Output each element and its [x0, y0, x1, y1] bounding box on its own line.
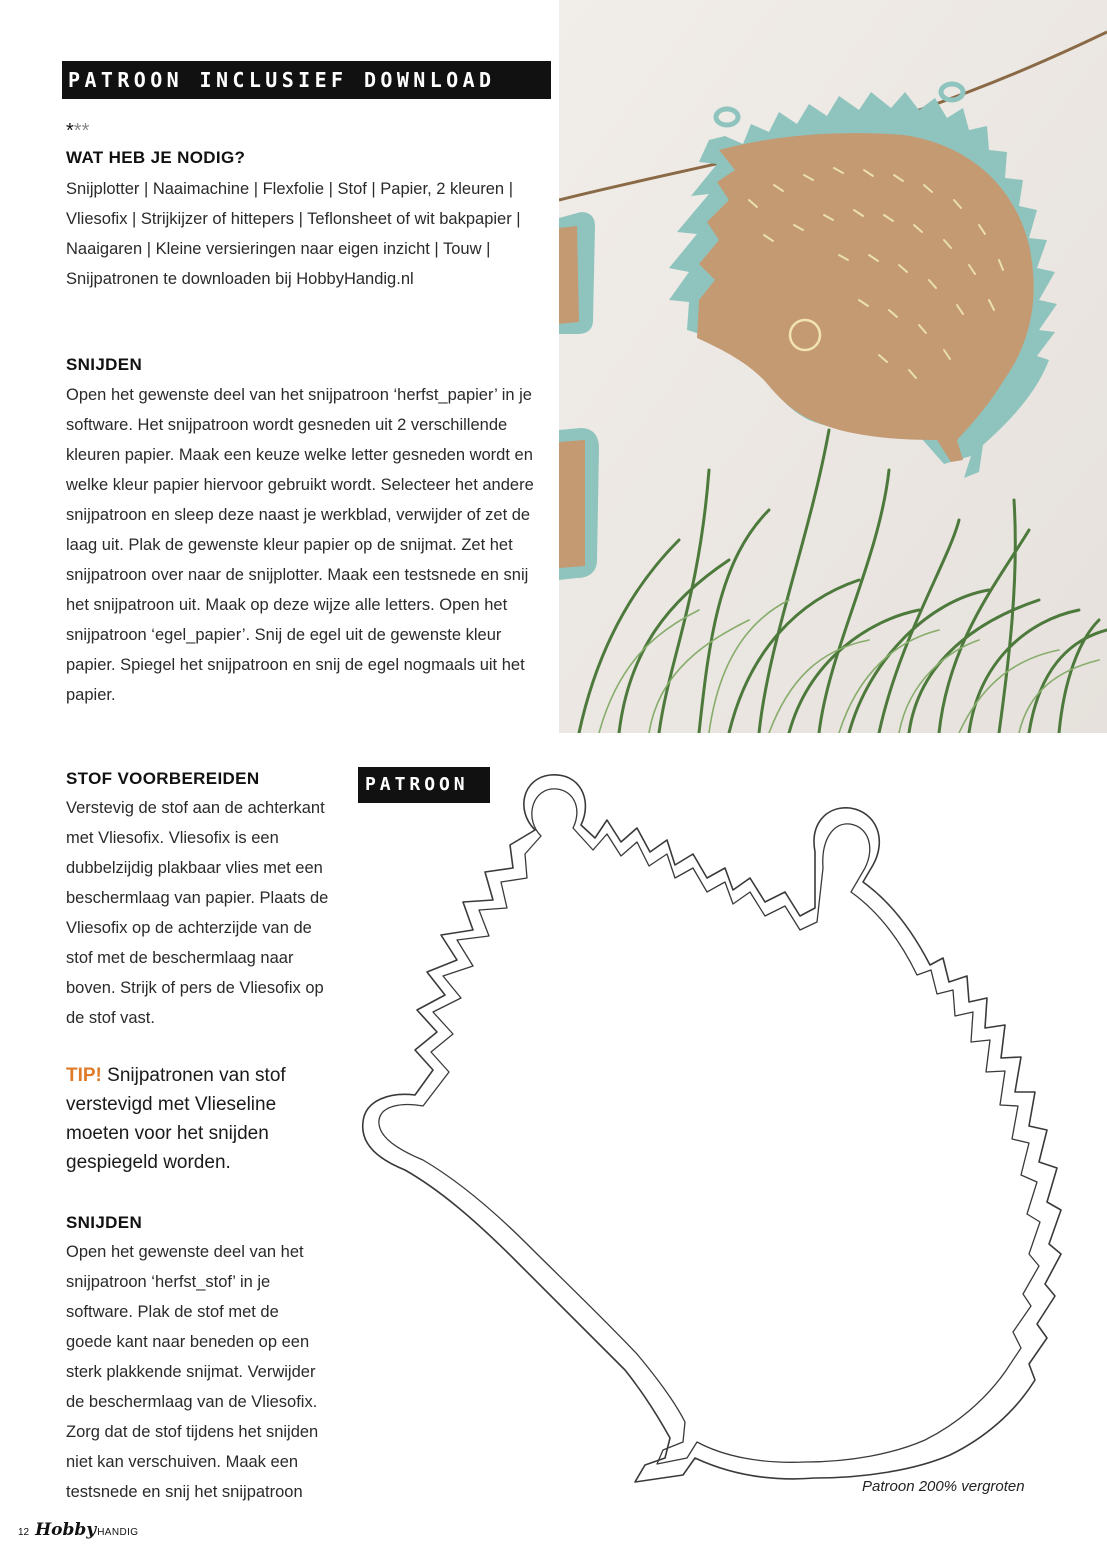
- cut-paper-heading: SNIJDEN: [66, 355, 143, 374]
- brand-logo: Hobby: [35, 1520, 97, 1540]
- fabric-prep-heading: STOF VOORBEREIDEN: [66, 769, 260, 788]
- pattern-caption: Patroon 200% vergroten: [862, 1478, 1025, 1495]
- tip-text: Snijpatronen van stof verstevigd met Vlieseline moeten voor het snijden gespiegeld worden.: [66, 1065, 286, 1173]
- difficulty-rating: [66, 120, 89, 143]
- needs-heading: WAT HEB JE NODIG?: [66, 148, 246, 167]
- cut-paper-text: Open het gewenste deel van het snijpatroon ‘herfst_papier’ in je software. Het snijpatroon wordt gesneden uit 2 verschillende kleuren papier. Maak een keuze welke letter gesneden wordt en welke kleur papier hiervoor gebruikt wordt. Selecteer het andere snijpatroon en sleep deze naast je werkblad, verwijder of zet de laag uit. Plak de gewenste kleur papier op de snijmat. Zet het snijpatroon over naar de snijplotter. Maak een testsnede en snij het snijpatroon uit. Maak op deze wijze alle letters. Open het snijpatroon ‘egel_papier’. Snij de egel uit de gewenste kleur papier. Spiegel het snijpatroon en snij de egel nogmaals uit het papier.: [66, 386, 534, 704]
- tip-label: TIP!: [66, 1065, 102, 1086]
- cut-fabric-text: Open het gewenste deel van het snijpatroon ‘herfst_stof’ in je software. Plak de stof met de goede kant naar beneden op een sterk plakkende snijmat. Verwijder de beschermlaag van de Vliesofix. Zorg dat de stof tijdens het snijden niet kan verschuiven. Maak een testsnede en snij het snijpatroon: [66, 1243, 319, 1501]
- page-number: 12: [18, 1527, 30, 1538]
- tip-box: [66, 1061, 334, 1177]
- page-footer: [18, 1520, 138, 1550]
- difficulty-star-filled: *: [66, 120, 74, 142]
- brand-logo-suffix: HANDIG: [97, 1527, 139, 1538]
- pattern-label: PATROON: [358, 767, 490, 803]
- fabric-prep-text: Verstevig de stof aan de achterkant met Vliesofix. Vliesofix is een dubbelzijdig plakbaar vlies met een beschermlaag van papier. Plaats de Vliesofix op de achterzijde van de stof met de beschermlaag naar boven. Strijk of pers de Vliesofix op de stof vast.: [66, 799, 329, 1027]
- hedgehog-garland-photo: [559, 0, 1107, 733]
- needs-text: Snijplotter | Naaimachine | Flexfolie | Stof | Papier, 2 kleuren | Vliesofix | Strijkijzer of hittepers | Teflonsheet of wit bakpapier | Naaigaren | Kleine versieringen naar eigen inzicht | Touw | Snijpatronen te downloaden bij HobbyHandig.nl: [66, 180, 521, 288]
- hedgehog-pattern-outline: [345, 770, 1065, 1515]
- section-label: PATROON INCLUSIEF DOWNLOAD: [62, 61, 551, 99]
- difficulty-star-empty: **: [73, 120, 90, 142]
- cut-fabric-heading: SNIJDEN: [66, 1213, 143, 1232]
